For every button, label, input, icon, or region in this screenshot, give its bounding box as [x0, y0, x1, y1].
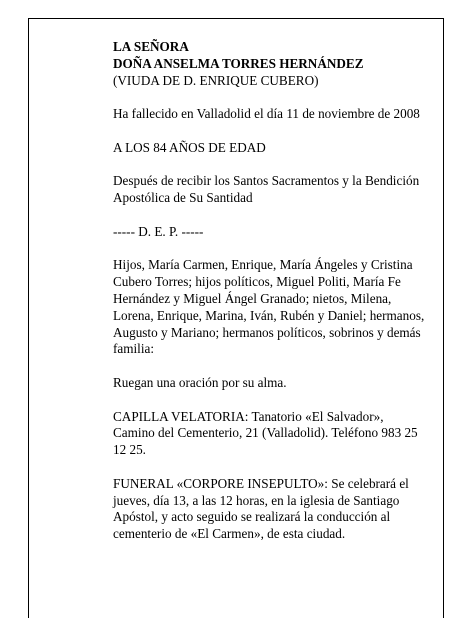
prayer-request: Ruegan una oración por su alma. [113, 374, 287, 390]
funeral-info: FUNERAL «CORPORE INSEPULTO»: Se celebrará el jueves, día 13, a las 12 horas, en la iglesia de Santiago Apóstol, y acto seguido se realizará la conducción al cementerio de «El Carmen», de esta ciudad. [113, 475, 409, 542]
death-notice: Ha fallecido en Valladolid el día 11 de noviembre de 2008 [113, 106, 420, 122]
header-title: LA SEÑORA [113, 39, 189, 54]
family-list: Hijos, María Carmen, Enrique, María Ángeles y Cristina Cubero Torres; hijos políticos, Miguel Politi, María Fe Hernández y Miguel Ángel Granado; nietos, Milena, Lorena, Enrique, Marina, Iván, Rubén y Daniel; hermanos, Augusto y Mariano; hermanos políticos, sobrinos y demás familia: [113, 257, 425, 357]
deceased-name: DOÑA ANSELMA TORRES HERNÁNDEZ [113, 55, 364, 71]
chapel-info: CAPILLA VELATORIA: Tanatorio «El Salvador», Camino del Cementerio, 21 (Valladolid). Teléfono 983 25 12 25. [113, 408, 418, 458]
obituary-text [113, 39, 425, 560]
rip-line: ----- D. E. P. ----- [113, 223, 204, 239]
age-notice: A LOS 84 AÑOS DE EDAD [113, 139, 266, 155]
sacraments-notice: Después de recibir los Santos Sacramentos y la Bendición Apostólica de Su Santidad [113, 173, 420, 206]
obituary-header [113, 39, 425, 89]
widow-of: (VIUDA DE D. ENRIQUE CUBERO) [113, 72, 319, 88]
